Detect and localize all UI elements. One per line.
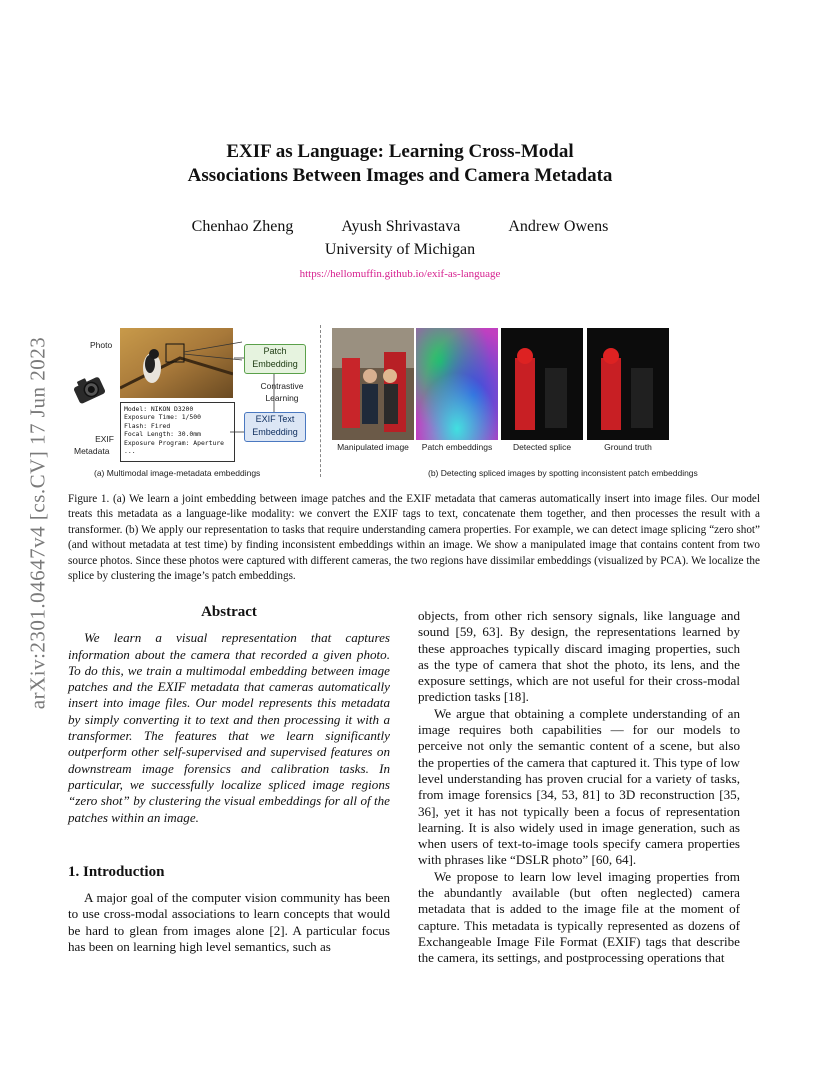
abstract-heading: Abstract [201, 604, 257, 620]
arxiv-sidebar [18, 288, 58, 758]
affiliation: University of Michigan [324, 241, 476, 258]
exif-text-box: Model: NIKON D3200 Exposure Time: 1/500 Flash: Fired Focal Length: 30.0mm Exposure Program: Aperture ... [120, 402, 235, 462]
subcaption-b: (b) Detecting spliced images by spotting inconsistent patch embeddings [428, 468, 698, 478]
metadata-label: Metadata [74, 446, 110, 456]
detected-splice-image [501, 328, 583, 440]
exif-label: EXIF [95, 434, 114, 444]
panel-label: Ground truth [604, 442, 652, 452]
paragraph: We propose to learn low level imaging properties from the abundantly available (but often neglected) camera metadata that is added to the image file at the moment of capture. This metadata is typically represented as dozens of Exchangeable Image File Format (EXIF) tags that describe the camera, its settings, and postprocessing operations that [418, 868, 740, 966]
author-list [120, 218, 680, 236]
panel-label: Manipulated image [337, 442, 409, 452]
bird-photo [120, 328, 233, 398]
subcaption-a: (a) Multimodal image-metadata embeddings [94, 468, 261, 478]
camera-icon [72, 372, 108, 406]
intro-heading: 1. Introduction [68, 863, 165, 880]
abstract-text: We learn a visual representation that captures information about the camera that recorded a given photo. To do this, we train a multimodal embedding between image patches and the EXIF metadata that cameras automatically insert into image files. Our model represents this metadata by simply converting it to text and then processing it with a transformer. The features that we learn significantly outperform other self-supervised and supervised features on downstream image forensics and calibration tasks. In particular, we successfully localize spliced image regions “zero shot” by clustering the visual embeddings for all of the patches within an image. [68, 630, 390, 825]
arrows [226, 356, 306, 436]
author: Ayush Shrivastava [341, 218, 461, 235]
arxiv-id: arXiv:2301.04647v4 [cs.CV] 17 Jun 2023 [25, 336, 50, 710]
paragraph: objects, from other rich sensory signals, like language and sound [59, 63]. By design, the representations learned by these approaches typically discard imaging properties, such as the type of camera that shot the photo, its lens, and the exposure settings, which are not useful for their cross-modal prediction tasks [18]. [418, 608, 740, 705]
panel-label: Detected splice [512, 442, 572, 452]
project-link[interactable]: https://hellomuffin.github.io/exif-as-language [299, 268, 501, 280]
figure-1 [70, 320, 760, 485]
author: Chenhao Zheng [191, 218, 294, 235]
manipulated-image [332, 328, 414, 440]
patch-embeddings-image [416, 328, 498, 440]
paragraph: We argue that obtaining a complete understanding of an image requires both capabilities — for our models to perceive not only the semantic content of a scene, but also the properties of the camera that captured it. This type of low level understanding has proven crucial for a variety of tasks, from image forensics [34, 53, 81] to 3D reconstruction [35, 36], yet it has not typically been a focus of representation learning. It is also widely used in image generation, such as when users of text-to-image tools specify camera properties with phrases like “DSLR photo” [60, 64]. [418, 705, 740, 868]
ground-truth-image [587, 328, 669, 440]
figure-divider [320, 325, 321, 477]
left-column [68, 600, 390, 955]
panel-label: Patch embeddings [421, 442, 493, 452]
exif-embedding-box: EXIF Text Embedding [244, 412, 306, 442]
figure-caption: Figure 1. (a) We learn a joint embedding between image patches and the EXIF metadata that cameras automatically insert into image files. Our model treats this metadata as a language-like modality: we convert the EXIF tags to text, concatenate them together, and then processes the result with a transformer. (b) We apply our representation to tasks that require understanding camera properties. For example, we can detect image splicing “zero shot” (and without metadata at test time) by finding inconsistent embeddings within an image. We show a manipulated image that contains content from two source photos. Since these photos were captured with different cameras, the two regions have dissimilar embeddings (visualized by PCA). We localize the splice by clustering the image’s patch embeddings. [68, 493, 760, 583]
patch-embedding-box: Patch Embedding [244, 344, 306, 374]
right-column [418, 608, 740, 967]
intro-paragraph: A major goal of the computer vision community has been to use cross-modal associations to learn concepts that would be hard to glean from images alone [2]. A particular focus has been on learning high level semantics, such as [68, 890, 390, 955]
paper-title: EXIF as Language: Learning Cross-Modal Associations Between Images and Camera Metadata [187, 141, 613, 186]
author: Andrew Owens [508, 218, 609, 235]
photo-label: Photo [90, 340, 113, 350]
contrastive-label: Contrastive Learning [260, 381, 304, 403]
